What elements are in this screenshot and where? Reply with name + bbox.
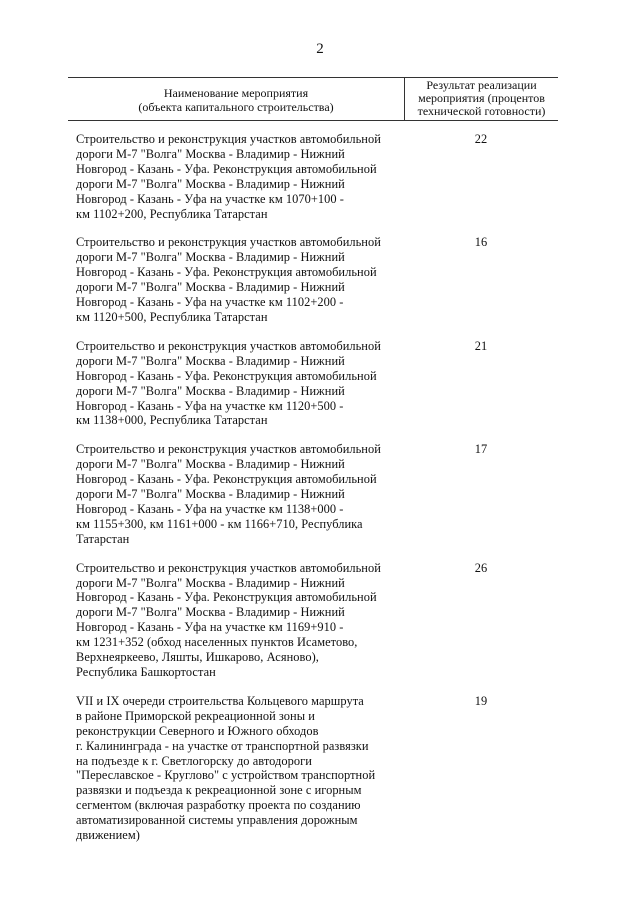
table-row [76, 694, 558, 843]
column-header-name [68, 86, 404, 114]
row-name-line: автоматизированной системы управления дорожным [76, 813, 358, 828]
row-name-line: км 1120+500, Республика Татарстан [76, 309, 268, 324]
column-header-name-line: (объекта капитального строительства) [138, 100, 334, 114]
row-value: 22 [474, 132, 488, 146]
table-row [76, 132, 558, 221]
row-name-line: развязки и подъезда к рекреационной зоне с игорным [76, 783, 362, 798]
row-name [76, 442, 406, 546]
column-header-name-line: Наименование мероприятия [163, 86, 309, 100]
table-row [76, 339, 558, 428]
row-name-line: дороги М-7 "Волга" Москва - Владимир - Нижний [76, 457, 345, 472]
row-value: 16 [474, 235, 488, 250]
row-name-line: в районе Приморской рекреационной зоны и [76, 708, 315, 723]
row-name-line: дороги М-7 "Волга" Москва - Владимир - Нижний [76, 280, 345, 295]
row-name-line: Строительство и реконструкция участков автомобильной [76, 442, 381, 457]
row-name-line: дороги М-7 "Волга" Москва - Владимир - Нижний [76, 487, 345, 502]
row-name-line: дороги М-7 "Волга" Москва - Владимир - Нижний [76, 353, 345, 368]
row-value: 19 [474, 693, 488, 708]
row-name-line: движением) [76, 828, 140, 843]
row-name-line: Новгород - Казань - Уфа на участке км 1138+000 - [76, 501, 344, 516]
page-number: 2 [316, 41, 324, 57]
row-name [76, 235, 406, 324]
row-name-line: Строительство и реконструкция участков автомобильной [76, 132, 381, 146]
table-row [76, 442, 558, 546]
row-value: 21 [474, 338, 488, 353]
row-name-line: дороги М-7 "Волга" Москва - Владимир - Нижний [76, 250, 345, 265]
row-name-line: км 1231+352 (обход населенных пунктов Исаметово, [76, 635, 358, 650]
row-name-line: VII и IX очереди строительства Кольцевого маршрута [76, 693, 364, 708]
row-name-line: км 1155+300, км 1161+000 - км 1166+710, Республика [76, 516, 363, 531]
row-name-line: Верхнеяркеево, Ляшты, Ишкарово, Асяново), [76, 650, 319, 665]
column-header-result [405, 79, 558, 118]
row-name-line: г. Калининграда - на участке от транспортной развязки [76, 738, 369, 753]
row-name-line: Новгород - Казань - Уфа. Реконструкция автомобильной [76, 590, 377, 605]
row-name-line: Новгород - Казань - Уфа. Реконструкция автомобильной [76, 265, 377, 280]
column-header-result-line: Результат реализации [426, 78, 537, 92]
row-name [76, 561, 406, 680]
row-name-line: реконструкции Северного и Южного обходов [76, 723, 319, 738]
row-name-line: Новгород - Казань - Уфа. Реконструкция автомобильной [76, 368, 377, 383]
column-header-result-line: технической готовности) [417, 104, 546, 118]
table-row [76, 235, 558, 324]
row-name-line: дороги М-7 "Волга" Москва - Владимир - Нижний [76, 176, 345, 191]
row-name-line: на подъезде к г. Светлогорску до автодороги [76, 753, 312, 768]
table-header-bottom-rule [68, 120, 558, 121]
row-name-line: Новгород - Казань - Уфа на участке км 1169+910 - [76, 620, 344, 635]
row-name-line: дороги М-7 "Волга" Москва - Владимир - Нижний [76, 605, 345, 620]
row-name-line: Строительство и реконструкция участков автомобильной [76, 338, 381, 353]
row-name-line: км 1138+000, Республика Татарстан [76, 413, 268, 428]
row-name-line: км 1102+200, Республика Татарстан [76, 206, 268, 221]
table-row [76, 561, 558, 680]
row-name-line: Новгород - Казань - Уфа на участке км 1070+100 - [76, 191, 344, 206]
row-name-line: Строительство и реконструкция участков автомобильной [76, 560, 381, 575]
row-name-line: Республика Башкортостан [76, 665, 216, 679]
row-name-line: Новгород - Казань - Уфа. Реконструкция автомобильной [76, 472, 377, 487]
row-name [76, 339, 406, 428]
row-value: 26 [474, 560, 488, 575]
row-name-line: дороги М-7 "Волга" Москва - Владимир - Нижний [76, 146, 345, 161]
row-name [76, 132, 406, 221]
row-name [76, 694, 406, 843]
row-name-line: Строительство и реконструкция участков автомобильной [76, 235, 381, 250]
row-name-line: Татарстан [76, 531, 130, 546]
column-header-result-line: мероприятия (процентов [418, 91, 545, 105]
row-name-line: сегментом (включая разработку проекта по созданию [76, 798, 361, 813]
row-value: 17 [474, 442, 488, 457]
row-name-line: дороги М-7 "Волга" Москва - Владимир - Нижний [76, 383, 345, 398]
row-name-line: Новгород - Казань - Уфа. Реконструкция автомобильной [76, 161, 377, 176]
table-body [76, 132, 558, 857]
row-name-line: "Переславское - Круглово" с устройством транспортной [76, 768, 376, 783]
row-name-line: Новгород - Казань - Уфа на участке км 1102+200 - [76, 295, 344, 310]
row-name-line: дороги М-7 "Волга" Москва - Владимир - Нижний [76, 575, 345, 590]
row-name-line: Новгород - Казань - Уфа на участке км 1120+500 - [76, 398, 344, 413]
